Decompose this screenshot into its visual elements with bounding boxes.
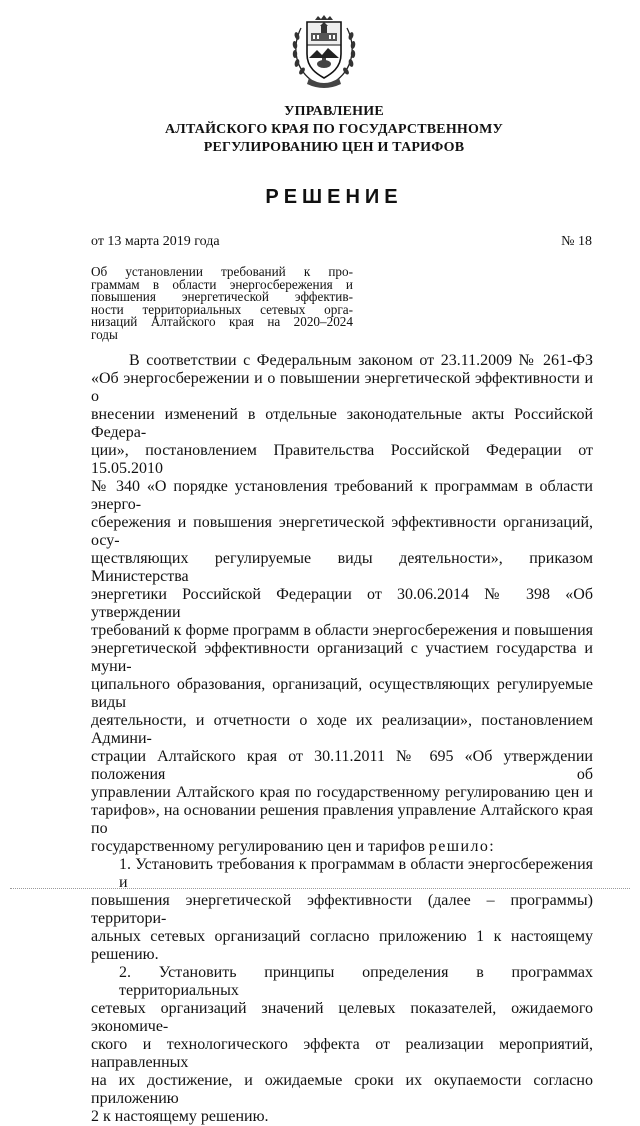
body-line: № 340 «О порядке установления требований к программам в области энерго- xyxy=(91,478,593,513)
issuing-authority xyxy=(60,103,608,157)
body-line: требований к форме программ в области энергосбережения и повышения xyxy=(91,622,593,639)
body-line: ции», постановлением Правительства Российской Федерации от 15.05.2010 xyxy=(91,442,593,477)
subject-line: граммам в области энергосбережения и xyxy=(91,276,353,292)
page-bottom-divider xyxy=(10,888,630,889)
body-line: сбережения и повышения энергетической эффективности организаций, осу- xyxy=(91,514,593,549)
body-line: повышения энергетической эффективности (далее – программы) территори- xyxy=(91,892,593,927)
subject-line: повышения энергетической эффектив- xyxy=(91,289,353,305)
subject-line: низаций Алтайского края на 2020–2024 xyxy=(91,314,353,330)
document-number: № 18 xyxy=(561,234,592,249)
body-line: 2 к настоящему решению. xyxy=(91,1108,269,1125)
body-line: тарифов», на основании решения правления управление Алтайского края по xyxy=(91,802,593,837)
authority-line: РЕГУЛИРОВАНИЮ ЦЕН И ТАРИФОВ xyxy=(203,140,465,155)
body-line: энергетической эффективности организаций с участием государства и муни- xyxy=(91,640,593,675)
body-line: ского и технологического эффекта от реализации мероприятий, направленных xyxy=(91,1036,593,1071)
body-line: ществляющих регулируемые виды деятельности», приказом Министерства xyxy=(91,550,593,585)
authority-line: АЛТАЙСКОГО КРАЯ ПО ГОСУДАРСТВЕННОМУ xyxy=(165,122,503,137)
body-line: 1. Установить требования к программам в области энергосбережения и xyxy=(119,856,593,891)
body-line: сетевых организаций значений целевых показателей, ожидаемого экономиче- xyxy=(91,1000,593,1035)
authority-line: УПРАВЛЕНИЕ xyxy=(284,104,384,119)
body-line-last xyxy=(91,838,593,856)
body-line: «Об энергосбережении и о повышении энергетической эффективности и о xyxy=(91,370,593,405)
decided-word: решило: xyxy=(428,838,496,855)
subject-line: ности территориальных сетевых орга- xyxy=(91,301,353,317)
body-line: энергетики Российской Федерации от 30.06.2014 № 398 «Об утверждении xyxy=(91,586,593,621)
document-type-title: РЕШЕНИЕ xyxy=(265,186,403,208)
body-line: ципального образования, организаций, осуществляющих регулируемые виды xyxy=(91,676,593,711)
document-date: от 13 марта 2019 года xyxy=(91,234,220,249)
body-line: 2. Установить принципы определения в программах территориальных xyxy=(119,964,593,999)
body-line: на их достижение, и ожидаемые сроки их окупаемости согласно приложению xyxy=(91,1072,593,1107)
body-line: альных сетевых организаций согласно приложению 1 к настоящему решению. xyxy=(91,928,593,963)
document-body xyxy=(91,352,593,1126)
coat-of-arms-emblem xyxy=(291,14,357,90)
preamble-last-text: государственному регулированию цен и тарифов xyxy=(91,838,425,855)
body-line: страции Алтайского края от 30.11.2011 № 695 «Об утверждении положения об xyxy=(91,748,593,783)
document-subject xyxy=(91,266,353,342)
subject-line: Об установлении требований к про- xyxy=(91,264,353,279)
body-line: деятельности, и отчетности о ходе их реализации», постановлением Админи- xyxy=(91,712,593,747)
body-line: В соответствии с Федеральным законом от 23.11.2009 № 261-ФЗ xyxy=(129,352,593,369)
subject-line: годы xyxy=(91,326,118,342)
body-line: внесении изменений в отдельные законодательные акты Российской Федера- xyxy=(91,406,593,441)
body-line: управлении Алтайского края по государственному регулированию цен и xyxy=(91,784,593,801)
